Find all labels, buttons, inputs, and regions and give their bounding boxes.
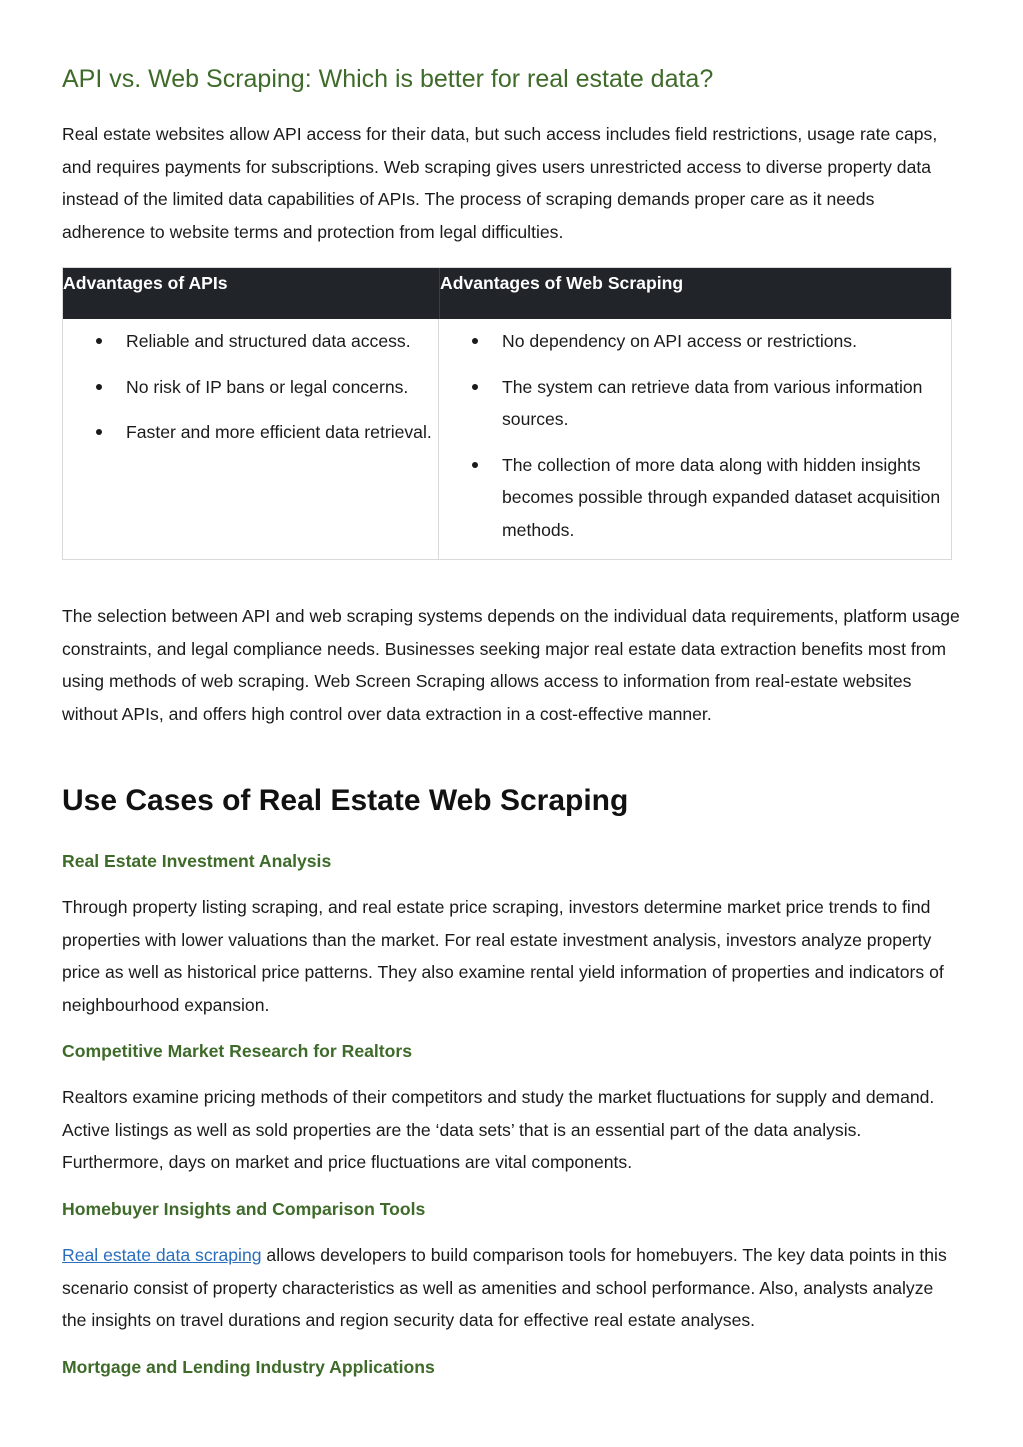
selection-paragraph: The selection between API and web scraping systems depends on the individual data requirements, platform usage constraints, and legal compliance needs. Businesses seeking major real estate data extraction benefits most from using methods of web scraping. Web Screen Scraping allows access to information from real-estate websites without APIs, and offers high control over data extraction in a cost-effective manner. <box>62 606 960 724</box>
section-title-api-vs-scraping: API vs. Web Scraping: Which is better for real estate data? <box>62 65 714 93</box>
api-advantages-cell <box>63 319 439 559</box>
list-item: Reliable and structured data access. <box>63 325 438 358</box>
list-item: The collection of more data along with hidden insights becomes possible through expanded dataset acquisition methods. <box>439 449 951 547</box>
real-estate-data-scraping-link[interactable]: Real estate data scraping <box>62 1245 262 1265</box>
header-api-advantages: Advantages of APIs <box>63 273 228 293</box>
competitive-heading: Competitive Market Research for Realtors <box>62 1041 413 1061</box>
competitive-paragraph: Realtors examine pricing methods of their competitors and study the market fluctuations for supply and demand. Active listings as well as sold properties are the ‘data sets’ that is an essential part of the data analysis. Furthermore, days on market and price fluctuations are vital components. <box>62 1087 935 1173</box>
header-scraping-advantages: Advantages of Web Scraping <box>439 268 951 319</box>
use-cases-title: Use Cases of Real Estate Web Scraping <box>62 784 629 817</box>
table-header-row <box>63 268 951 319</box>
list-item: The system can retrieve data from various information sources. <box>439 371 951 436</box>
list-item: Faster and more efficient data retrieval. <box>63 416 438 449</box>
homebuyer-heading: Homebuyer Insights and Comparison Tools <box>62 1199 426 1219</box>
table-body-row <box>63 319 951 559</box>
list-item: No dependency on API access or restrictions. <box>439 325 951 358</box>
scraping-advantages-cell <box>439 319 951 559</box>
comparison-table <box>62 267 952 560</box>
investment-paragraph: Through property listing scraping, and real estate price scraping, investors determine market price trends to find properties with lower valuations than the market. For real estate investment analysis, investors analyze property price as well as historical price patterns. They also examine rental yield information of properties and indicators of neighbourhood expansion. <box>62 897 944 1015</box>
scraping-advantages-list <box>439 319 951 547</box>
api-advantages-list <box>63 319 438 449</box>
homebuyer-text: allows developers to build comparison tools for homebuyers. The key data points in this scenario consist of property characteristics as well as amenities and school performance. Also, analysts analyze the insights on travel durations and region security data for effective real estate analyses. <box>62 1245 947 1331</box>
investment-heading: Real Estate Investment Analysis <box>62 851 332 871</box>
intro-paragraph: Real estate websites allow API access for their data, but such access includes field restrictions, usage rate caps, and requires payments for subscriptions. Web scraping gives users unrestricted access to diverse property data instead of the limited data capabilities of APIs. The process of scraping demands proper care as it needs adherence to website terms and protection from legal difficulties. <box>62 124 938 242</box>
mortgage-heading: Mortgage and Lending Industry Applications <box>62 1357 435 1377</box>
homebuyer-paragraph <box>62 1239 962 1337</box>
list-item: No risk of IP bans or legal concerns. <box>63 371 438 404</box>
